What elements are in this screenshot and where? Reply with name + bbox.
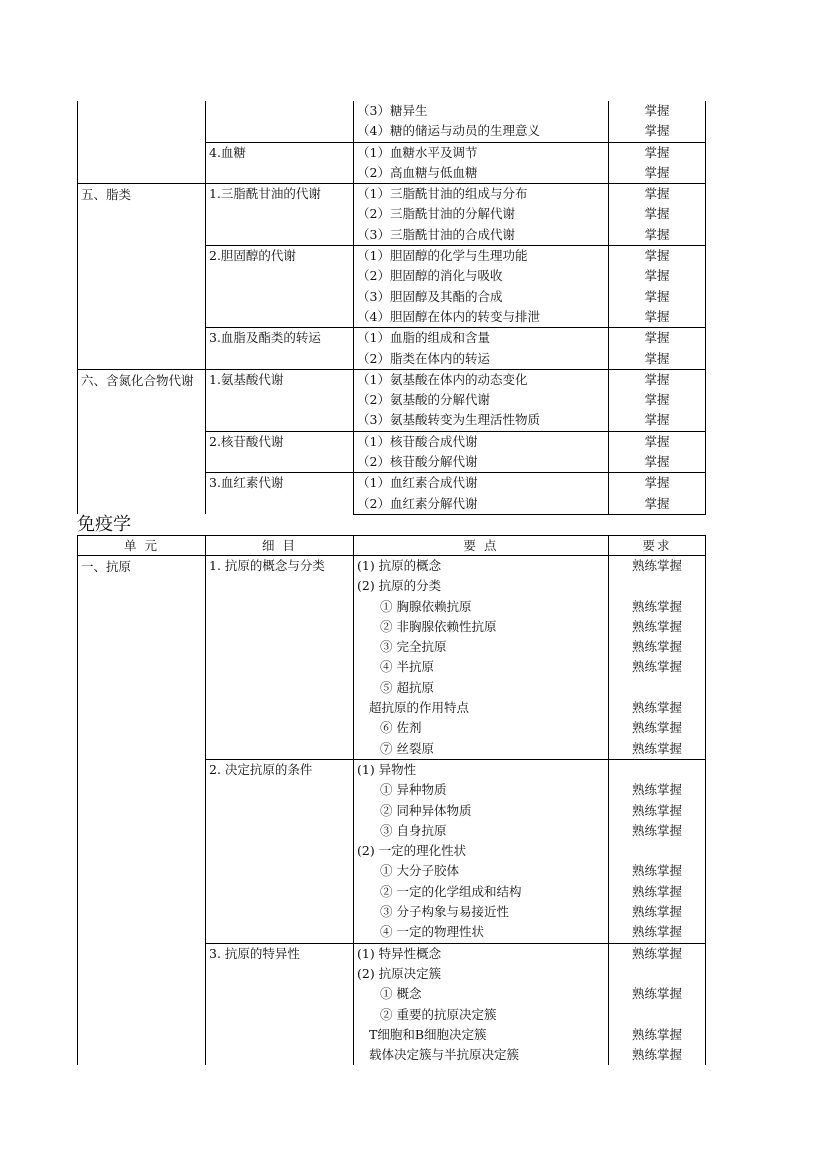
req-cell: 掌握 xyxy=(609,121,706,142)
point-cell: (1) 异物性 xyxy=(354,759,609,780)
table-row xyxy=(78,369,706,390)
point-cell: T细胞和B细胞决定簇 xyxy=(354,1025,609,1045)
req-cell: 熟练掌握 xyxy=(609,882,706,902)
point-cell: （4）糖的储运与动员的生理意义 xyxy=(354,121,609,142)
point-cell: （2）胆固醇的消化与吸收 xyxy=(354,266,609,286)
req-cell: 熟练掌握 xyxy=(609,922,706,943)
point-cell: （1）核苷酸合成代谢 xyxy=(354,431,609,452)
point-cell: （1）血脂的组成和含量 xyxy=(354,328,609,349)
point-cell: ⑥ 佐剂 xyxy=(354,718,609,738)
req-cell: 掌握 xyxy=(609,163,706,184)
point-cell: （3）氨基酸转变为生理活性物质 xyxy=(354,410,609,431)
section-title: 免疫学 xyxy=(77,514,131,535)
req-cell: 掌握 xyxy=(609,473,706,494)
point-cell: （1）三脂酰甘油的组成与分布 xyxy=(354,184,609,205)
req-cell: 掌握 xyxy=(609,390,706,410)
req-cell: 掌握 xyxy=(609,287,706,307)
point-cell: ④ 半抗原 xyxy=(354,657,609,677)
req-cell: 熟练掌握 xyxy=(609,821,706,841)
req-cell: 掌握 xyxy=(609,410,706,431)
point-cell: ⑤ 超抗原 xyxy=(354,678,609,698)
req-cell: 掌握 xyxy=(609,307,706,328)
req-cell: 熟练掌握 xyxy=(609,984,706,1004)
point-cell: （1）血红素合成代谢 xyxy=(354,473,609,494)
point-cell: （2）氨基酸的分解代谢 xyxy=(354,390,609,410)
req-cell: 掌握 xyxy=(609,431,706,452)
table-row xyxy=(78,184,706,205)
req-cell: 掌握 xyxy=(609,369,706,390)
req-cell: 掌握 xyxy=(609,328,706,349)
sub-cell: 2.核苷酸代谢 xyxy=(206,431,354,473)
point-cell: ② 重要的抗原决定簇 xyxy=(354,1005,609,1025)
sub-cell: 1. 抗原的概念与分类 xyxy=(206,556,354,760)
header-sub: 细 目 xyxy=(206,536,354,556)
point-cell: (1) 抗原的概念 xyxy=(354,556,609,577)
req-cell: 熟练掌握 xyxy=(609,718,706,738)
point-cell: （4）胆固醇在体内的转变与排泄 xyxy=(354,307,609,328)
point-cell: ④ 一定的物理性状 xyxy=(354,922,609,943)
point-cell: （1）血糖水平及调节 xyxy=(354,142,609,163)
point-cell: ② 一定的化学组成和结构 xyxy=(354,882,609,902)
point-cell: 超抗原的作用特点 xyxy=(354,698,609,718)
point-cell: (2) 抗原决定簇 xyxy=(354,964,609,984)
point-cell: ③ 自身抗原 xyxy=(354,821,609,841)
req-cell: 熟练掌握 xyxy=(609,597,706,617)
sub-cell: 2.胆固醇的代谢 xyxy=(206,246,354,328)
point-cell: （1）氨基酸在体内的动态变化 xyxy=(354,369,609,390)
sub-cell: 3. 抗原的特异性 xyxy=(206,943,354,1065)
req-cell: 熟练掌握 xyxy=(609,943,706,964)
req-cell: 掌握 xyxy=(609,101,706,121)
header-unit: 单 元 xyxy=(78,536,206,556)
req-cell xyxy=(609,964,706,984)
unit-cell xyxy=(78,101,206,184)
unit-cell: 一、抗原 xyxy=(78,556,206,1066)
req-cell: 熟练掌握 xyxy=(609,698,706,718)
point-cell: （2）高血糖与低血糖 xyxy=(354,163,609,184)
point-cell: （2）血红素分解代谢 xyxy=(354,494,609,515)
req-cell: 掌握 xyxy=(609,246,706,267)
sub-cell: 2. 决定抗原的条件 xyxy=(206,759,354,943)
req-cell: 熟练掌握 xyxy=(609,902,706,922)
req-cell: 熟练掌握 xyxy=(609,1025,706,1045)
req-cell: 熟练掌握 xyxy=(609,617,706,637)
biochemistry-table xyxy=(77,101,706,515)
point-cell: (2) 抗原的分类 xyxy=(354,576,609,596)
req-cell: 熟练掌握 xyxy=(609,637,706,657)
sub-cell: 3.血脂及酯类的转运 xyxy=(206,328,354,370)
header-req: 要求 xyxy=(609,536,706,556)
point-cell: （1）胆固醇的化学与生理功能 xyxy=(354,246,609,267)
point-cell: （3）糖异生 xyxy=(354,101,609,121)
req-cell: 掌握 xyxy=(609,142,706,163)
req-cell: 熟练掌握 xyxy=(609,861,706,881)
sub-cell: 3.血红素代谢 xyxy=(206,473,354,515)
table-row xyxy=(78,101,706,121)
point-cell: （3）胆固醇及其酯的合成 xyxy=(354,287,609,307)
req-cell: 熟练掌握 xyxy=(609,780,706,800)
point-cell: ③ 分子构象与易接近性 xyxy=(354,902,609,922)
req-cell: 熟练掌握 xyxy=(609,556,706,577)
req-cell: 熟练掌握 xyxy=(609,739,706,760)
point-cell: (2) 一定的理化性状 xyxy=(354,841,609,861)
req-cell xyxy=(609,576,706,596)
sub-cell: 1.氨基酸代谢 xyxy=(206,369,354,431)
header-point: 要 点 xyxy=(354,536,609,556)
req-cell: 掌握 xyxy=(609,452,706,473)
req-cell: 掌握 xyxy=(609,266,706,286)
header-row xyxy=(78,536,706,556)
point-cell: （3）三脂酰甘油的合成代谢 xyxy=(354,225,609,246)
req-cell: 掌握 xyxy=(609,225,706,246)
req-cell: 掌握 xyxy=(609,184,706,205)
point-cell: ① 胸腺依赖抗原 xyxy=(354,597,609,617)
point-cell: （2）核苷酸分解代谢 xyxy=(354,452,609,473)
table-row xyxy=(78,556,706,577)
req-cell: 掌握 xyxy=(609,494,706,515)
unit-cell: 六、含氮化合物代谢 xyxy=(78,369,206,514)
immunology-table xyxy=(77,535,706,1065)
point-cell: ① 概念 xyxy=(354,984,609,1004)
req-cell xyxy=(609,759,706,780)
point-cell: 载体决定簇与半抗原决定簇 xyxy=(354,1045,609,1065)
req-cell xyxy=(609,678,706,698)
sub-cell: 1.三脂酰甘油的代谢 xyxy=(206,184,354,246)
req-cell: 熟练掌握 xyxy=(609,1045,706,1065)
point-cell: ② 同种异体物质 xyxy=(354,801,609,821)
req-cell xyxy=(609,841,706,861)
point-cell: ① 大分子胶体 xyxy=(354,861,609,881)
point-cell: ② 非胸腺依赖性抗原 xyxy=(354,617,609,637)
req-cell: 熟练掌握 xyxy=(609,657,706,677)
req-cell: 熟练掌握 xyxy=(609,801,706,821)
point-cell: （2）脂类在体内的转运 xyxy=(354,349,609,370)
req-cell: 掌握 xyxy=(609,349,706,370)
point-cell: ① 异种物质 xyxy=(354,780,609,800)
req-cell xyxy=(609,1005,706,1025)
point-cell: （2）三脂酰甘油的分解代谢 xyxy=(354,204,609,224)
point-cell: ③ 完全抗原 xyxy=(354,637,609,657)
req-cell: 掌握 xyxy=(609,204,706,224)
sub-cell: 4.血糖 xyxy=(206,142,354,184)
point-cell: (1) 特异性概念 xyxy=(354,943,609,964)
unit-cell: 五、脂类 xyxy=(78,184,206,370)
point-cell: ⑦ 丝裂原 xyxy=(354,739,609,760)
sub-cell xyxy=(206,101,354,142)
